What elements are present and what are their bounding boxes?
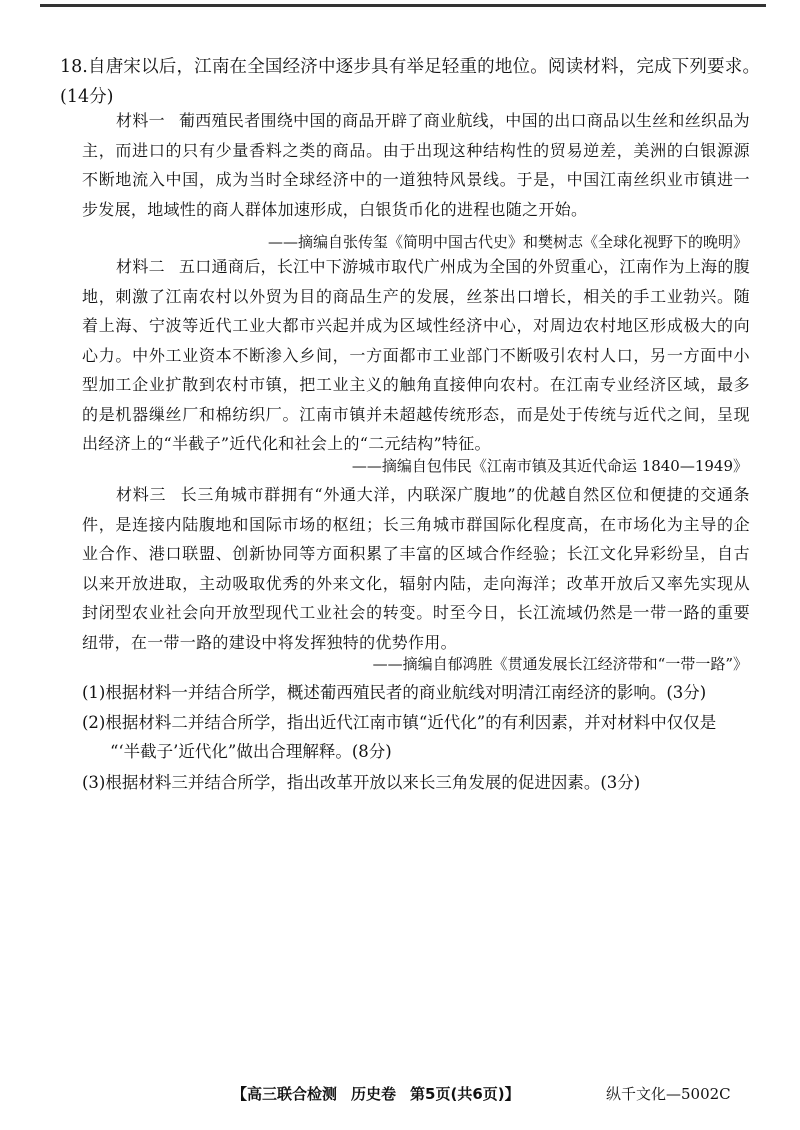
material-3-text: 长三角城市群拥有“外通大洋，内联深广腹地”的优越自然区位和便捷的交通条件，是连接内陆腹地和国际市场的枢纽；长三角城市群国际化程度高，在市场化为主导的企业合作、港口联盟、创新协同等方面积累了丰富的区域合作经验；长江文化异彩纷呈，自古以来开放进取，主动吸取优秀的外来文化，辐射内陆，走向海洋；改革开放后又率先实现从封闭型农业社会向开放型现代工业社会的转变。时至今日，长江流域仍然是一带一路的重要纽带，在一带一路的建设中将发挥独特的优势作用。 <box>82 485 750 652</box>
footer-code: 纵千文化—5002C <box>606 1085 731 1103</box>
question-stem-text: 自唐宋以后，江南在全国经济中逐步具有举足轻重的地位。阅读材料，完成下列要求。(14分) <box>60 57 760 107</box>
material-1 <box>82 106 750 224</box>
material-1-source: ——摘编自张传玺《简明中国古代史》和樊树志《全球化视野下的晚明》 <box>267 233 748 251</box>
sub-question-2-line2: “‘半截子’近代化”做出合理解释。(8分) <box>110 742 392 761</box>
material-2 <box>82 252 750 459</box>
material-2-source: ——摘编自包伟民《江南市镇及其近代命运 1840—1949》 <box>351 457 748 475</box>
footer-subject: 历史卷 <box>351 1085 397 1103</box>
question-stem <box>60 52 760 112</box>
sub-question-3 <box>82 768 752 797</box>
material-3 <box>82 480 750 657</box>
material-2-label: 材料二 <box>116 257 165 276</box>
material-1-text: 葡西殖民者围绕中国的商品开辟了商业航线，中国的出口商品以生丝和丝织品为主，而进口的只有少量香料之类的商品。由于出现这种结构性的贸易逆差，美洲的白银源源不断地流入中国，成为当时全球经济中的一道独特风景线。于是，中国江南丝织业市镇进一步发展，地域性的商人群体加速形成，白银货币化的进程也随之开始。 <box>82 111 750 219</box>
top-border-line <box>40 4 766 7</box>
question-number: 18. <box>60 57 88 77</box>
sub-question-1-text: (1)根据材料一并结合所学，概述葡西殖民者的商业航线对明清江南经济的影响。(3分) <box>82 683 707 702</box>
sub-question-1 <box>82 678 752 707</box>
material-3-label: 材料三 <box>116 485 167 504</box>
sub-question-2 <box>82 708 752 766</box>
material-1-label: 材料一 <box>116 111 165 130</box>
material-3-source: ——摘编自郁鸿胜《贯通发展长江经济带和“一带一路”》 <box>372 655 748 673</box>
material-2-text: 五口通商后，长江中下游城市取代广州成为全国的外贸重心，江南作为上海的腹地，刺激了江南农村以外贸为目的商品生产的发展，丝茶出口增长，相关的手工业勃兴。随着上海、宁波等近代工业大都市兴起并成为区域性经济中心，对周边农村地区形成极大的向心力。中外工业资本不断渗入乡间，一方面都市工业部门不断吸引农村人口，另一方面中小型加工企业扩散到农村市镇，把工业主义的触角直接伸向农村。在江南专业经济区域，最多的是机器缫丝厂和棉纺织厂。江南市镇并未超越传统形态，而是处于传统与近代之间，呈现出经济上的“半截子”近代化和社会上的“二元结构”特征。 <box>82 257 750 453</box>
footer-page-number: 第5页(共6页)】 <box>410 1085 520 1103</box>
footer-exam: 【高三联合检测 <box>232 1085 338 1103</box>
sub-question-2-line1: (2)根据材料二并结合所学，指出近代江南市镇“近代化”的有利因素，并对材料中仅仅是 <box>82 713 717 732</box>
footer-exam-info <box>232 1083 520 1104</box>
sub-question-3-text: (3)根据材料三并结合所学，指出改革开放以来长三角发展的促进因素。(3分) <box>82 773 641 792</box>
